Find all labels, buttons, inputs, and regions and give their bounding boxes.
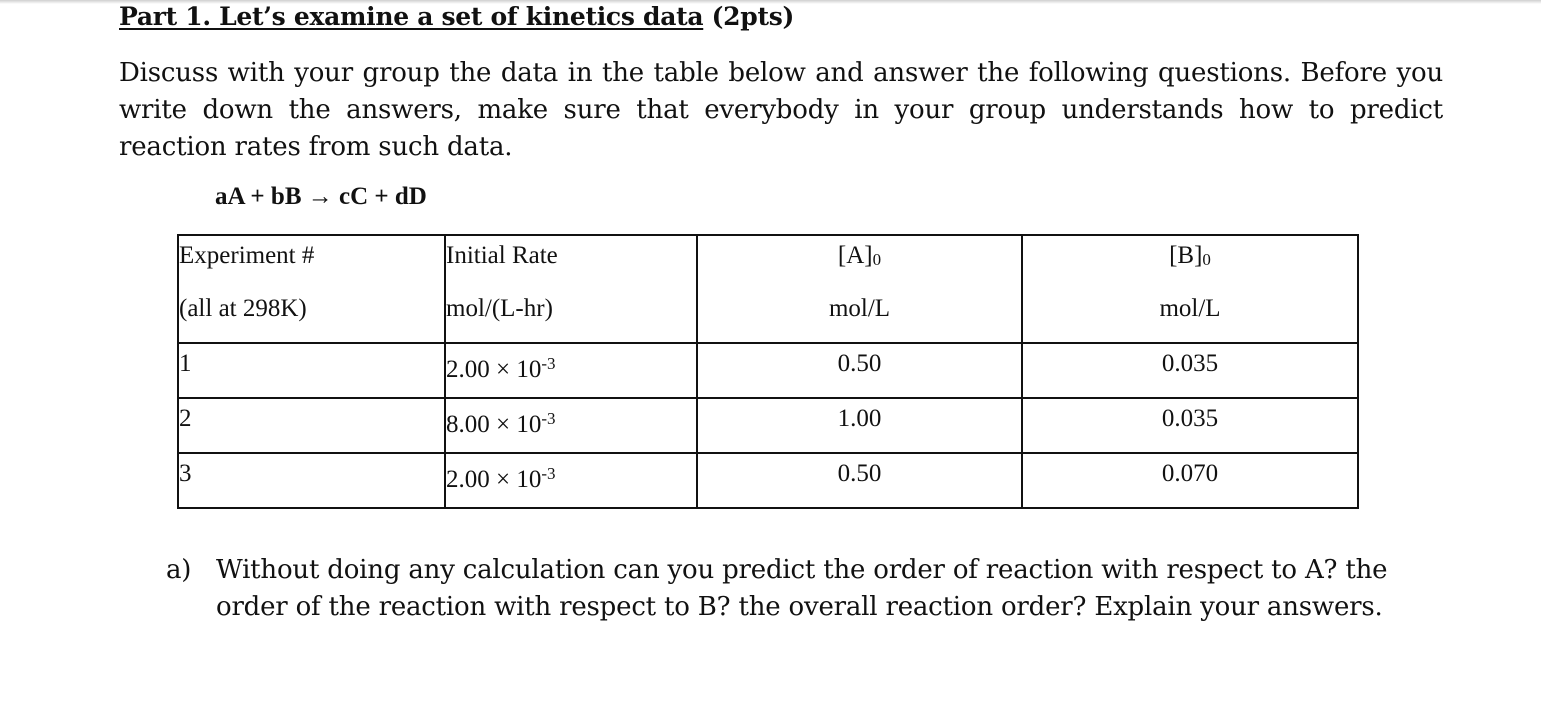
header-experiment [178,235,445,343]
header-experiment-line1: Experiment # [179,242,315,269]
cell-exp [178,343,445,398]
cell-a-value: 0.50 [837,460,882,487]
cell-exp [178,398,445,453]
header-conc-b [1022,235,1358,343]
header-a-symbol: [A] [837,242,873,269]
part-heading [119,2,794,31]
cell-exp-value: 3 [179,460,192,487]
header-b-symbol: [B] [1169,242,1203,269]
header-b-line1 [1023,236,1357,289]
header-a-subscript: 0 [872,250,882,269]
intro-paragraph: Discuss with your group the data in the table below and answer the following questions. Before you write down the answers, make sure that everybody in your group understands how to predict reaction rates from such data. [119,58,1443,162]
cell-rate [445,398,697,453]
part-title: Part 1. Let’s examine a set of kinetics data [119,2,704,31]
question-a-text: Without doing any calculation can you predict the order of reaction with respect to A? the order of the reaction with respect to B? the overall reaction order? Explain your answers. [216,555,1388,622]
cell-b [1022,453,1358,508]
table-header-row [178,235,1358,343]
cell-b [1022,343,1358,398]
rate-exponent: -3 [541,409,556,428]
cell-b [1022,398,1358,453]
table-row [178,453,1358,508]
rate-exponent: -3 [541,354,556,373]
cell-exp-value: 2 [179,405,192,432]
cell-b-value: 0.035 [1161,405,1219,432]
cell-a-value: 0.50 [837,350,882,377]
cell-a [697,453,1022,508]
cell-rate-value [446,454,696,507]
cell-b-value: 0.070 [1161,460,1219,487]
cell-a [697,343,1022,398]
cell-a [697,398,1022,453]
header-initial-rate [445,235,697,343]
cell-exp [178,453,445,508]
table-row [178,398,1358,453]
cell-b-value: 0.035 [1161,350,1219,377]
cell-rate-value [446,399,696,452]
cell-exp-value: 1 [179,350,192,377]
rate-exponent: -3 [541,464,556,483]
rate-base: 8.00 × 10 [446,411,542,438]
cell-rate [445,453,697,508]
part-points: (2pts) [711,2,795,31]
header-conc-a [697,235,1022,343]
cell-rate-value [446,344,696,397]
question-a-label: a) [166,555,192,585]
cell-rate [445,343,697,398]
question-a [166,552,1446,626]
reaction-equation: aA + bB → cC + dD [215,183,427,210]
rate-base: 2.00 × 10 [446,466,542,493]
cell-a-value: 1.00 [837,405,882,432]
header-a-line2: mol/L [828,295,891,322]
header-rate-line1: Initial Rate [446,242,558,269]
header-b-line2: mol/L [1159,295,1221,322]
header-experiment-line2: (all at 298K) [179,295,307,322]
header-rate-line2: mol/(L-hr) [446,295,553,322]
header-b-subscript: 0 [1202,250,1211,269]
kinetics-data-table [177,234,1359,509]
rate-base: 2.00 × 10 [446,356,542,383]
table-row [178,343,1358,398]
header-a-line1 [698,236,1021,289]
